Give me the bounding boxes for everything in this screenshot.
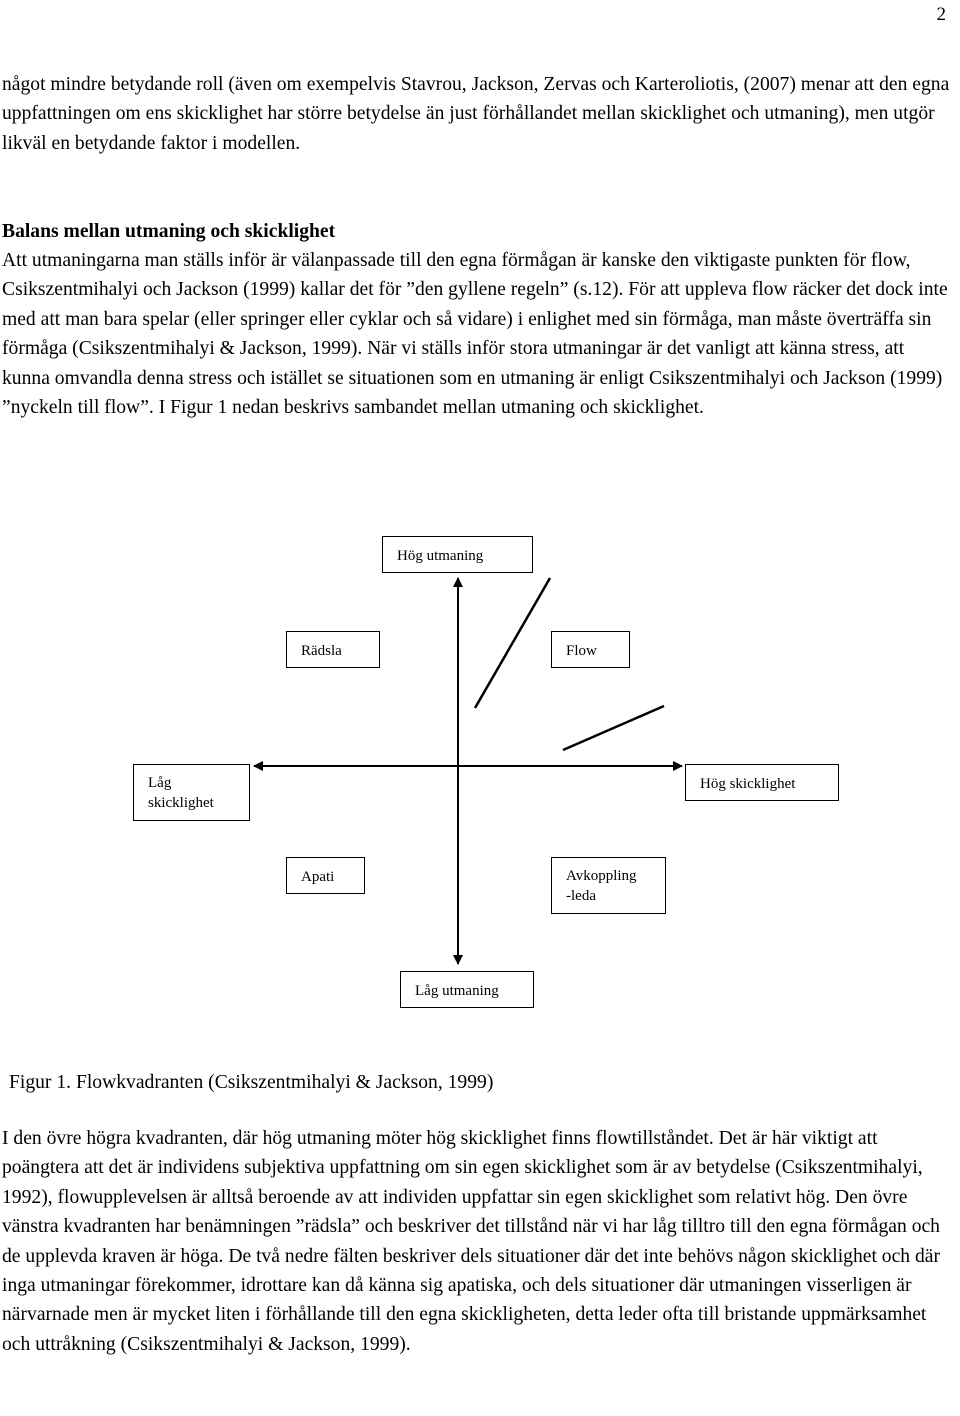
label-apathy-text: Apati	[301, 869, 335, 885]
paragraph-after-figure: I den övre högra kvadranten, där hög utmaning möter hög skicklighet finns flowtillståndet. Det är här viktigt att poängtera att det är individens subjektiva uppfattning om sin egen skicklighet som är av betydelse (Csikszentmihalyi, 1992), flowupplevelsen är alltså beroende av att individen uppfattar sin egen skicklighet som relativt hög. Den övre vänstra kvadranten har benämningen ”rädsla” och beskriver det tillstånd när vi har låg tilltro till den egna förmågan och de upplevda kraven är höga. De två nedre fälten beskriver dels situationer där det inte behövs någon skicklighet och där inga utmaningar förekommer, idrottare kan då känna sig apatiska, och dels situationer där utmaningen visserligen är närvarnade men är mycket liten i förhållande till den egna skickligheten, detta leder ofta till bristande uppmärksamhet och uttråkning (Csikszentmihalyi & Jackson, 1999).	[2, 1128, 940, 1355]
label-low-skill-line2: skicklighet	[148, 795, 214, 811]
label-relaxation	[551, 857, 666, 914]
label-fear	[286, 631, 380, 668]
paragraph-intro: något mindre betydande roll (även om exempelvis Stavrou, Jackson, Zervas och Karteroliotis, (2007) menar att den egna uppfattningen om ens skicklighet har större betydelse än just förhållandet mellan skicklighet och utmaning), men utgör likväl en betydande faktor i modellen.	[2, 74, 950, 154]
label-high-challenge	[382, 536, 533, 573]
figure-caption: Figur 1. Flowkvadranten (Csikszentmihalyi & Jackson, 1999)	[9, 1072, 494, 1093]
label-fear-text: Rädsla	[301, 643, 342, 659]
label-relaxation-line2: -leda	[566, 888, 596, 904]
page-number: 2	[936, 4, 946, 25]
label-flow	[551, 631, 630, 668]
label-low-challenge-text: Låg utmaning	[415, 983, 499, 999]
flow-channel-line-upper	[475, 578, 550, 708]
label-low-challenge	[400, 971, 534, 1008]
label-high-skill	[685, 764, 839, 801]
label-flow-text: Flow	[566, 643, 597, 659]
label-apathy	[286, 857, 365, 894]
label-low-skill-line1: Låg	[148, 775, 172, 791]
label-high-challenge-text: Hög utmaning	[397, 548, 484, 564]
label-low-skill	[133, 764, 250, 821]
section-heading: Balans mellan utmaning och skicklighet	[2, 221, 336, 242]
label-high-skill-text: Hög skicklighet	[700, 776, 796, 792]
paragraph-balance: Att utmaningarna man ställs inför är välanpassade till den egna förmågan är kanske den viktigaste punkten för flow, Csikszentmihalyi och Jackson (1999) kallar det för ”den gyllene regeln” (s.12). För att uppleva flow räcker det dock inte med att man bara spelar (eller springer eller cyklar och så vidare) i enlighet med sin förmåga, man måste överträffa sin förmåga (Csikszentmihalyi & Jackson, 1999). När vi ställs inför stora utmaningar är det vanligt att känna stress, att kunna omvandla denna stress och istället se situationen som en utmaning är enligt Csikszentmihalyi och Jackson (1999) ”nyckeln till flow”. I Figur 1 nedan beskrivs sambandet mellan utmaning och skicklighet.	[2, 250, 948, 419]
label-relaxation-line1: Avkoppling	[566, 868, 637, 884]
flow-channel-line-lower	[563, 706, 664, 750]
